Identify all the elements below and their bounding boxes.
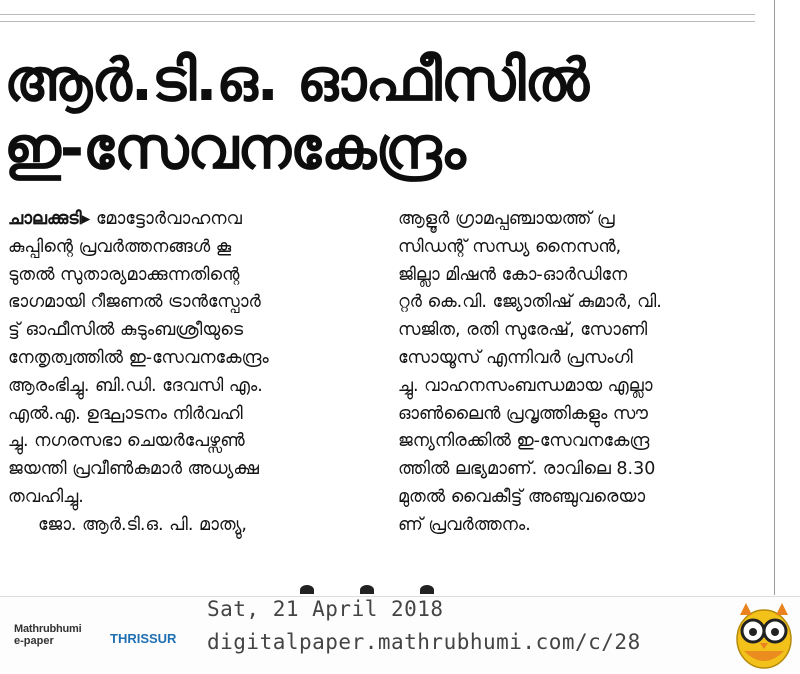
article-line: റ്റർ കെ.വി. ജ്യോതിഷ് കുമാർ, വി. bbox=[398, 292, 662, 313]
owl-icon bbox=[732, 599, 796, 671]
article-line: എൽ.എ. ഉദ്ഘാടനം നിർവഹി bbox=[8, 403, 243, 424]
article-line: ഓൺലൈൻ പ്രവൃത്തികളും സൗ bbox=[398, 403, 648, 424]
article-line: ജന്യനിരക്കിൽ ഇ-സേവനകേന്ദ്ര bbox=[398, 431, 650, 452]
article-line: ച്ചു. വാഹനസംബന്ധമായ എല്ലാ bbox=[398, 375, 653, 396]
headline-line-2: ഇ-സേവനകേന്ദ്രം bbox=[4, 114, 465, 182]
headline bbox=[4, 46, 744, 182]
article-line: ഭാഗമായി റീജണൽ ട്രാൻസ്പോർ bbox=[8, 292, 261, 313]
edition-label: THRISSUR bbox=[110, 631, 177, 646]
article-left-column bbox=[8, 206, 380, 540]
article-line: മുതൽ വൈകീട്ട് അഞ്ചുവരെയാ bbox=[398, 486, 646, 507]
adjacent-column-fragment bbox=[786, 0, 800, 595]
column-rule bbox=[774, 0, 775, 595]
next-article-cutoff bbox=[300, 580, 490, 594]
article-line: ത്തിൽ ലഭ്യമാണ്. രാവിലെ 8.30 bbox=[398, 459, 656, 480]
article-line: ച്ചു. നഗരസഭാ ചെയർപേഴ്സൺ bbox=[8, 431, 245, 452]
article-line: നേതൃത്വത്തിൽ ഇ-സേവനകേന്ദ്രം bbox=[8, 347, 269, 368]
article-line: സജിത, രതി സുരേഷ്, സോണി bbox=[398, 320, 648, 341]
dateline: ചാലക്കുടി bbox=[8, 209, 82, 229]
article-line: ട്ട് ഓഫീസിൽ കുടുംബശ്രീയുടെ bbox=[8, 320, 244, 341]
publication-date: Sat, 21 April 2018 bbox=[207, 597, 444, 621]
article-line: സോയൂസ് എന്നിവർ പ്രസംഗി bbox=[398, 347, 633, 368]
article-right-column bbox=[398, 206, 766, 540]
article-line: ജയന്തി പ്രവീൺകുമാർ അധ്യക്ഷ bbox=[8, 459, 259, 480]
brand-sub: e-paper bbox=[14, 635, 54, 647]
dateline-marker-icon: ▸ bbox=[81, 209, 91, 229]
top-rule bbox=[0, 14, 755, 22]
source-url[interactable]: digitalpaper.mathrubhumi.com/c/28 bbox=[207, 630, 641, 654]
article-line: ടുതൽ സുതാര്യമാക്കുന്നതിന്റെ bbox=[8, 264, 240, 285]
article-line: തവഹിച്ചു. bbox=[8, 486, 84, 507]
article-line: ജില്ലാ മിഷൻ കോ-ഓർഡിനേ bbox=[398, 264, 628, 285]
epaper-footer bbox=[0, 596, 800, 674]
article-line: ആളൂർ ഗ്രാമപ്പഞ്ചായത്ത് പ്ര bbox=[398, 209, 615, 229]
article-line: ണ് പ്രവർത്തനം. bbox=[398, 514, 531, 535]
article-line bbox=[8, 206, 380, 234]
mathrubhumi-epaper-logo[interactable] bbox=[14, 623, 177, 653]
headline-line-1: ആർ.ടി.ഒ. ഓഫീസിൽ bbox=[4, 46, 589, 114]
article-line: കുപ്പിന്റെ പ്രവർത്തനങ്ങൾ കൂ bbox=[8, 236, 232, 257]
article-text: മോട്ടോർവാഹനവ bbox=[96, 209, 242, 229]
article-line: സിഡന്റ് സന്ധ്യ നൈസൻ, bbox=[398, 236, 622, 257]
brand-name: Mathrubhumi bbox=[14, 623, 82, 635]
article-line: ജോ. ആർ.ടി.ഒ. പി. മാത്യു, bbox=[38, 514, 247, 535]
article-line: ആരംഭിച്ചു. ബി.ഡി. ദേവസി എം. bbox=[8, 375, 263, 396]
